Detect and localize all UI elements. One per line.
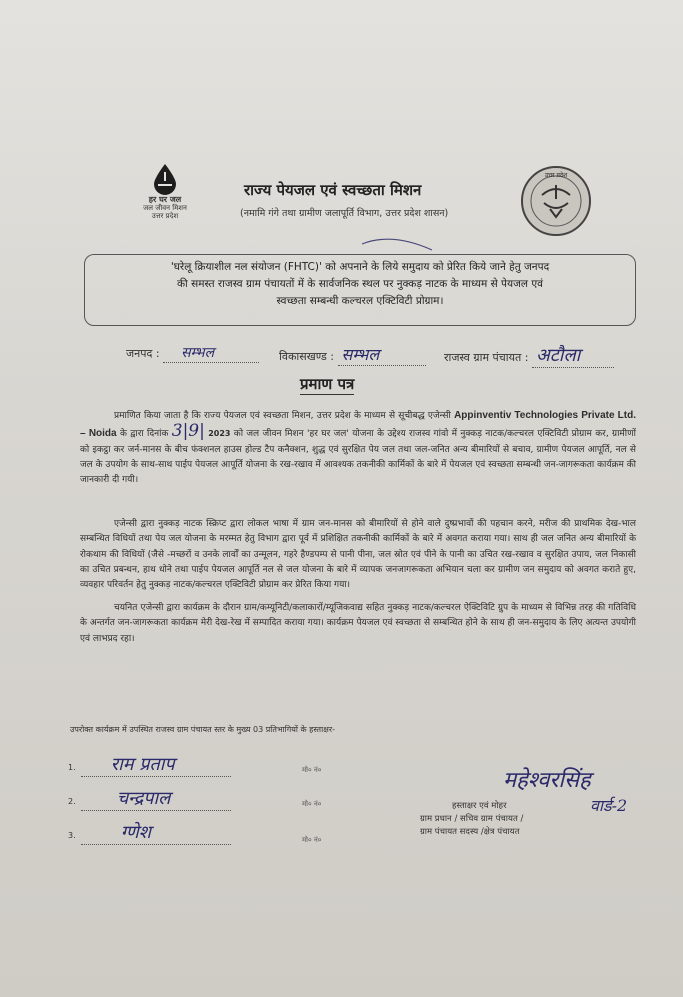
up-state-emblem [520,165,592,237]
block-value: सम्भल [341,345,380,364]
har-ghar-jal-logo [130,162,200,220]
participant-signature: चन्द्रपाल [116,788,171,809]
logo-tagline-1: हर घर जल [148,195,182,204]
date-year: 2023 [208,429,231,439]
certificate-title: प्रमाण पत्र [300,375,355,393]
p1-date-label: के द्वारा दिनांक [119,429,169,440]
program-line-1: 'घरेलू क्रियाशील नल संयोजन (FHTC)' को अपनाने के लिये समुदाय को प्रेरित किये जाने हेतु जनपद [170,261,550,273]
p3-text: चयनित एजेन्सी द्वारा कार्यक्रम के दौरान ग्राम/कम्यूनिटी/कलाकारों/म्यूजिकवाद्य सहित नुक्कड़ नाटक/कल्चरल ऐक्टिविटि ग्रुप के माध्यम से विभिन्न तरह की गतिविधि के अन्तर्गत जन-जागरूकता कार्यक्रम मेरी देख-रेख में सम्पादित कराया गया। कार्यक्रम पेयजल एवं स्वच्छता से सम्बन्धित होने के साथ ही जन-समुदाय के लिए अत्यन्त उपयोगी एवं लाभप्रद रहा। [80,603,636,644]
program-description-box [84,254,636,326]
participant-number: 1. [68,763,76,772]
water-drop-icon [150,162,180,196]
p1-intro: प्रमाणित किया जाता है कि राज्य पेयजल एवं स्वच्छता मिशन, उत्तर प्रदेश के माध्यम से सूचीबद्ध एजेन्सी [114,411,451,421]
participant-signature: राम प्रताप [110,754,175,775]
signoff-role-1: ग्राम प्रधान / सचिव ग्राम पंचायत / [420,814,524,824]
program-line-3: स्वच्छता सम्बन्धी कल्चरल एक्टिविटी प्रोग्राम। [276,295,444,307]
paragraph-2 [80,517,636,593]
paragraph-3 [80,601,636,647]
logo-tagline-3: उत्तर प्रदेश [151,212,179,220]
logo-tagline-2: जल जीवन मिशन [143,204,187,212]
panchayat-value: अटौला [535,345,581,366]
panchayat-label: राजस्व ग्राम पंचायत : [444,351,529,364]
mobile-label: मो० नं० [302,836,322,844]
ward-note: वार्ड-2 [590,796,628,815]
pen-mark [360,232,440,256]
panchayat-field [444,343,614,368]
p2-text: एजेन्सी द्वारा नुक्कड़ नाटक स्क्रिप्ट द्वारा लोकल भाषा में ग्राम जन-मानस को बीमारियों से होने वाले दुष्प्रभावों की पहचान करने, मरीज की प्राथमिक देख-भाल सम्बन्धित विधियों तथा पेय जल योजना के मरम्मत हेतु विभाग द्वारा पूर्व में प्रशिक्षित तकनीकी कार्मिकों के बारे में अवगत कराया गया। साथ ही जल जनित अन्य बीमारियों के रोकथाम की विधियों (जैसे -मच्छरों व उनके लार्वों का उन्मूलन, गहरे हैण्डपम्प से पानी पीना, जल स्रोत एवं पीने के पानी का उचित रख-रखाव व सुरक्षित उपाय, जल निकासी का उचित प्रबन्धन, हाथ धोने तथा पाईप पेयजल आपूर्ति नल से जल योजना के बारे में व्यापक जनजागरूकता अभियान चला कर ग्रामीण जन समुदाय को अवगत कराते हुए, व्यवहार परिवर्तन हेतु नुक्कड़ नाटक/कल्चरल एक्टिविटी प्रोग्राम कर प्रेरित किया गया। [80,519,636,591]
block-field [279,343,426,366]
mobile-label: मो० नं० [302,800,322,808]
p1-body: को जल जीवन मिशन 'हर घर जल' योजना के उद्देश्य राजस्व गांवो में नुक्कड़ नाटक/कल्चरल एक्टिविटी प्रोग्राम कर, ग्रामीणों को इकट्ठा कर जर्न-मानस के बीच फंक्शनल हाउस होल्ड टैप कनैक्शन, शुद्ध एवं सुरक्षित पेय जल तथा जल-जनित अन्य बीमारियों से बचाव, ग्रामीण पेयजल आपूर्ति, नल से जल के उपयोग के साथ-साथ पाईप पेयजल आपूर्ति योजना के रख-रखाव में आवश्यक तकनीकी कार्मिकों के बारे में पेयजल एवं स्वच्छता सम्बन्धी जन-जागरूकता कार्यक्रम की जानकारी दी गयी। [80,429,636,486]
mission-title: राज्य पेयजल एवं स्वच्छता मिशन [244,181,422,199]
program-line-2: की समस्त राजस्व ग्राम पंचायतों में के सार्वजनिक स्थल पर नुक्कड़ नाटक के माध्यम से पेयजल एवं [176,278,543,290]
mission-subtitle: (नमामि गंगे तथा ग्रामीण जलापूर्ति विभाग, उत्तर प्रदेश शासन) [240,208,449,219]
district-field [126,343,259,363]
block-label: विकासखण्ड : [279,350,335,363]
district-label: जनपद : [126,347,160,360]
agency-name: Appinventiv Technologies Private Ltd. – Noida [80,410,637,440]
signoff-role-2: ग्राम पंचायत सदस्य /क्षेत्र पंचायत [420,827,520,837]
participant-signature: ग्णेश [120,822,152,843]
signatures-intro: उपरोक्त कार्यक्रम में उपस्थित राजस्व ग्राम पंचायत स्तर के मुख्य 03 प्रतिभागियों के हस्ताक्षर- [70,725,336,734]
participant-number: 3. [68,831,76,840]
emblem-text: उत्तर प्रदेश [544,172,568,179]
participant-row [68,786,231,811]
official-signature: महेश्वरसिंह [503,768,591,793]
signoff-title: हस्ताक्षर एवं मोहर [452,801,507,811]
mobile-label: मो० नं० [302,766,322,774]
participant-number: 2. [68,797,76,806]
district-value: सम्भल [181,345,215,361]
date-handwritten: 3|9| [171,421,205,442]
paragraph-1 [80,408,636,488]
participant-row [68,752,231,777]
participant-row [68,820,231,845]
